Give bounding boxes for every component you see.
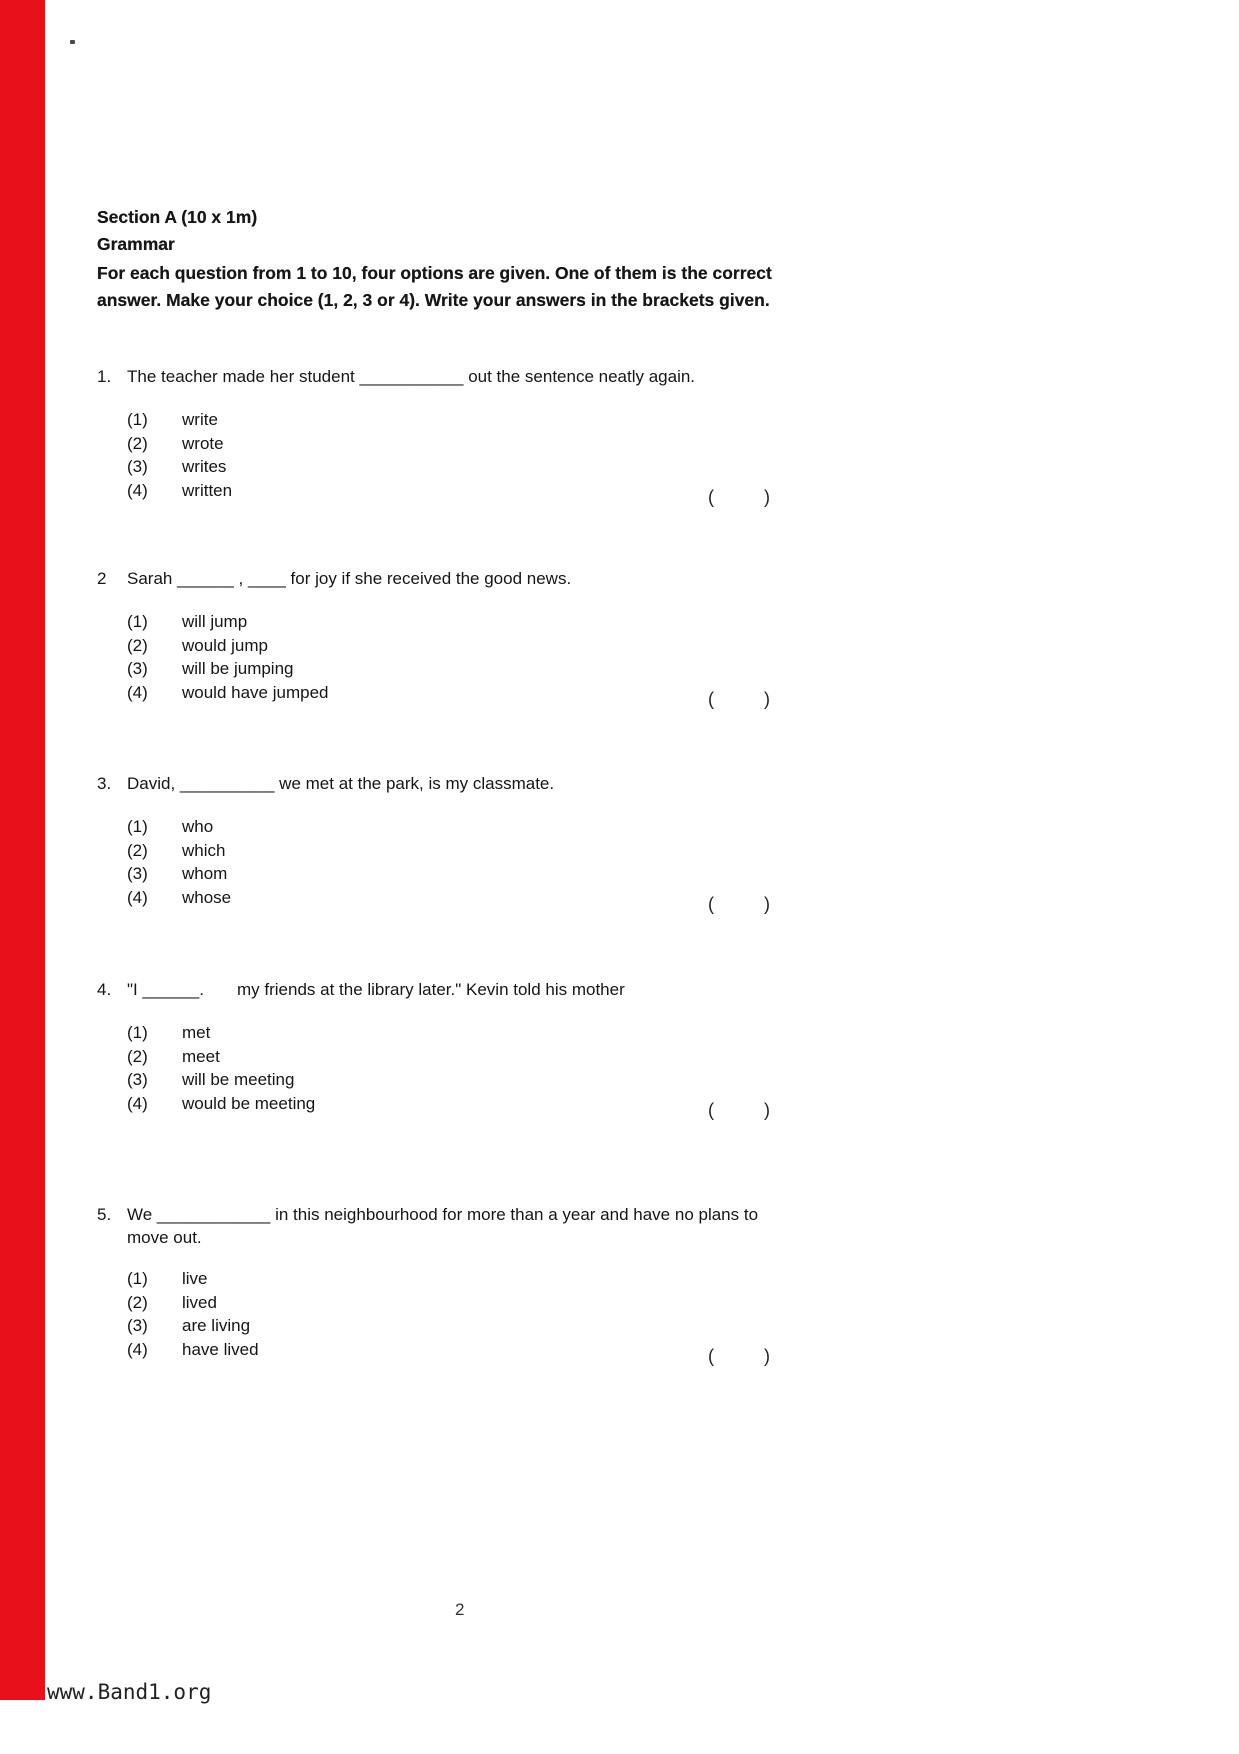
option-row [127,815,1107,839]
left-red-stripe [0,0,45,1700]
option-label: would jump [182,635,268,655]
option-number: (4) [127,480,148,500]
bracket-close: ) [764,893,770,914]
option-label: would have jumped [182,682,329,702]
instructions-line-1: For each question from 1 to 10, four options are given. One of them is the correct [97,263,772,283]
answer-bracket [708,486,770,510]
answer-bracket [708,1099,770,1123]
options-list [127,610,1107,709]
option-number: (1) [127,410,148,429]
option-label: writes [182,457,227,476]
option-row [127,657,1107,681]
footer-url: www.Band1.org [47,1680,212,1704]
option-label: meet [182,1046,220,1066]
question-3 [97,772,1107,914]
option-row [127,1021,1107,1045]
option-label: will be meeting [182,1070,295,1089]
option-number: (2) [127,1292,148,1312]
option-row [127,408,1107,432]
option-number: (1) [127,817,148,836]
question-stem: We ____________ in this neighbourhood for more than a year and have no plans to [127,1205,759,1224]
options-list [127,408,1107,507]
option-row [127,839,1107,863]
question-4 [97,978,1107,1120]
option-label: live [182,1269,208,1288]
option-number: (4) [127,1339,148,1359]
options-list [127,1267,1107,1366]
option-number: (1) [127,612,148,631]
option-row [127,1045,1107,1069]
section-header [97,204,977,314]
option-row [127,1267,1107,1291]
option-number: (2) [127,433,148,453]
option-label: who [182,817,214,836]
option-label: lived [182,1292,217,1312]
bracket-close: ) [764,688,770,709]
option-label: would be meeting [182,1093,316,1113]
bracket-open: ( [708,486,714,507]
option-row [127,1092,1107,1120]
bracket-close: ) [764,1345,770,1366]
page-number: 2 [455,1600,465,1619]
option-row [127,1291,1107,1315]
option-label: write [182,410,218,429]
option-number: (4) [127,887,148,907]
question-5 [97,1203,1107,1366]
bracket-open: ( [708,1345,714,1366]
section-title: Section A (10 x 1m) [97,207,258,227]
answer-bracket [708,893,770,917]
option-row [127,1338,1107,1366]
bracket-close: ) [764,1099,770,1120]
question-1 [97,365,1107,507]
instructions-line-2: answer. Make your choice (1, 2, 3 or 4). Write your answers in the brackets given. [97,290,770,310]
option-label: wrote [182,433,224,453]
option-number: (2) [127,1046,148,1066]
question-stem: Sarah ______ , ____ for joy if she received the good news. [127,569,572,588]
option-label: whom [182,864,228,883]
question-stem: "I ______. my friends at the library later." Kevin told his mother [127,980,625,999]
options-list [127,815,1107,914]
bracket-open: ( [708,893,714,914]
option-number: (1) [127,1269,148,1288]
option-number: (2) [127,635,148,655]
option-row [127,610,1107,634]
option-number: (3) [127,1070,148,1089]
question-number: 4. [97,980,112,999]
option-number: (3) [127,457,148,476]
option-row [127,432,1107,456]
option-label: will jump [182,612,248,631]
question-2 [97,567,1107,709]
option-row [127,1068,1107,1092]
question-stem: The teacher made her student ___________ out the sentence neatly again. [127,367,696,386]
option-label: will be jumping [182,659,294,678]
option-number: (1) [127,1023,148,1042]
option-row [127,455,1107,479]
option-number: (4) [127,1093,148,1113]
option-row [127,1314,1107,1338]
answer-bracket [708,1345,770,1369]
question-number: 1. [97,367,112,386]
question-stem-line2: move out. [127,1228,202,1247]
option-number: (2) [127,840,148,860]
scan-artifact-dot [70,40,75,44]
question-stem: David, __________ we met at the park, is my classmate. [127,774,555,793]
option-number: (3) [127,659,148,678]
bracket-open: ( [708,688,714,709]
option-label: which [182,840,226,860]
question-number: 5. [97,1205,112,1224]
option-row [127,634,1107,658]
option-label: met [182,1023,211,1042]
option-label: written [182,480,233,500]
option-number: (4) [127,682,148,702]
option-number: (3) [127,1316,148,1335]
option-label: have lived [182,1339,259,1359]
option-row [127,479,1107,507]
option-row [127,681,1107,709]
option-number: (3) [127,864,148,883]
bracket-open: ( [708,1099,714,1120]
option-row [127,886,1107,914]
question-number: 2 [97,569,107,588]
option-row [127,862,1107,886]
answer-bracket [708,688,770,712]
section-subtitle: Grammar [97,234,175,254]
question-number: 3. [97,774,112,793]
option-label: are living [182,1316,251,1335]
options-list [127,1021,1107,1120]
bracket-close: ) [764,486,770,507]
option-label: whose [182,887,232,907]
